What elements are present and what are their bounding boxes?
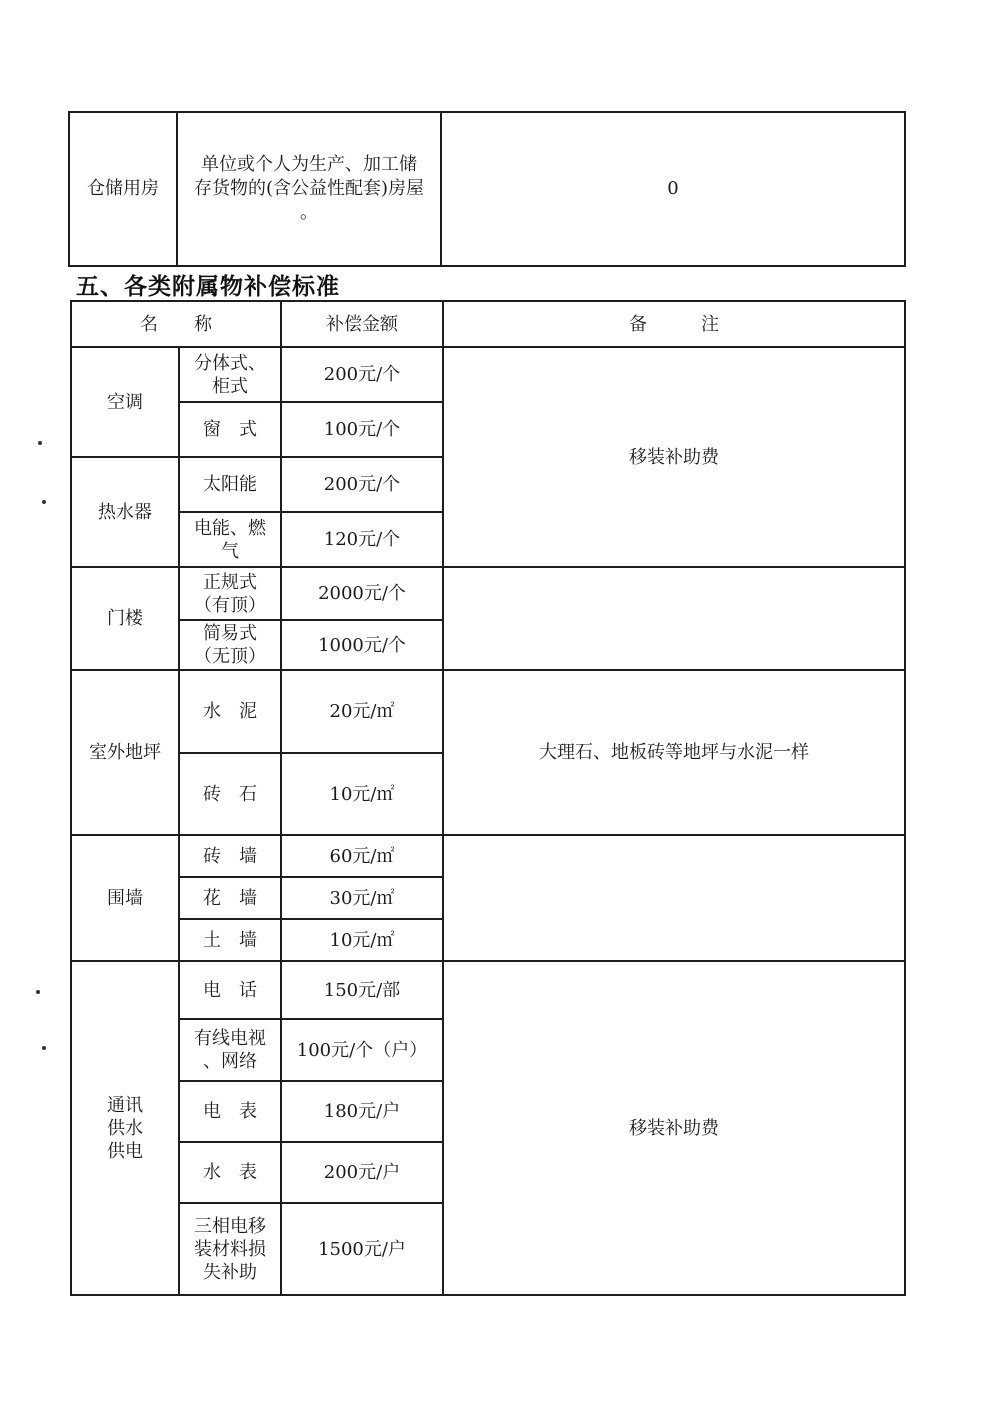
group-label-ground: 室外地坪: [71, 670, 179, 835]
header-note: 备 注: [443, 301, 905, 347]
item-name: 正规式 （有顶）: [179, 567, 281, 620]
header-row: [71, 301, 905, 347]
item-amount: 200元/个: [281, 347, 443, 402]
group-label-aircon: 空调: [71, 347, 179, 457]
scan-speck: [42, 1046, 46, 1050]
description-cell: 单位或个人为生产、加工储 存货物的(含公益性配套)房屋 。: [177, 112, 441, 266]
table-row: [71, 961, 905, 1019]
item-name: 窗 式: [179, 402, 281, 457]
item-name: 水 泥: [179, 670, 281, 753]
item-name: 土 墙: [179, 919, 281, 961]
note-relocation-subsidy: 移装补助费: [443, 347, 905, 567]
scan-speck: [36, 990, 40, 994]
item-amount: 100元/个（户）: [281, 1019, 443, 1081]
item-name: 电能、燃 气: [179, 512, 281, 567]
item-name: 简易式 （无顶）: [179, 620, 281, 670]
scan-speck: [38, 441, 42, 445]
item-name: 砖 石: [179, 753, 281, 835]
note-relocation-subsidy: 移装补助费: [443, 961, 905, 1295]
storage-housing-table: [68, 111, 906, 267]
item-name: 太阳能: [179, 457, 281, 512]
item-name: 电 话: [179, 961, 281, 1019]
scan-speck: [42, 500, 46, 504]
category-cell: 仓储用房: [69, 112, 177, 266]
header-name: 名 称: [71, 301, 281, 347]
group-label-water-heater: 热水器: [71, 457, 179, 567]
item-amount: 100元/个: [281, 402, 443, 457]
item-amount: 2000元/个: [281, 567, 443, 620]
item-name: 电 表: [179, 1081, 281, 1142]
item-name: 花 墙: [179, 877, 281, 919]
item-name: 三相电移 装材料损 失补助: [179, 1203, 281, 1295]
item-name: 分体式、 柜式: [179, 347, 281, 402]
item-amount: 20元/㎡: [281, 670, 443, 753]
table-row: [71, 670, 905, 753]
group-label-gate: 门楼: [71, 567, 179, 670]
item-amount: 60元/㎡: [281, 835, 443, 877]
group-label-wall: 围墙: [71, 835, 179, 961]
table-row: [71, 347, 905, 402]
section-title: 五、各类附属物补偿标准: [76, 274, 340, 300]
item-amount: 150元/部: [281, 961, 443, 1019]
item-amount: 120元/个: [281, 512, 443, 567]
item-amount: 200元/个: [281, 457, 443, 512]
item-name: 有线电视 、网络: [179, 1019, 281, 1081]
item-amount: 1500元/户: [281, 1203, 443, 1295]
note-empty: [443, 835, 905, 961]
note-ground: 大理石、地板砖等地坪与水泥一样: [443, 670, 905, 835]
item-amount: 1000元/个: [281, 620, 443, 670]
item-amount: 10元/㎡: [281, 753, 443, 835]
group-label-utilities: 通讯 供水 供电: [71, 961, 179, 1295]
item-amount: 180元/户: [281, 1081, 443, 1142]
attachments-compensation-table: [70, 300, 906, 1296]
header-amount: 补偿金额: [281, 301, 443, 347]
item-amount: 200元/户: [281, 1142, 443, 1203]
value-cell: 0: [441, 112, 905, 266]
item-name: 水 表: [179, 1142, 281, 1203]
table-row: [69, 112, 905, 266]
table-row: [71, 567, 905, 620]
item-amount: 10元/㎡: [281, 919, 443, 961]
item-amount: 30元/㎡: [281, 877, 443, 919]
table-row: [71, 835, 905, 877]
note-empty: [443, 567, 905, 670]
item-name: 砖 墙: [179, 835, 281, 877]
